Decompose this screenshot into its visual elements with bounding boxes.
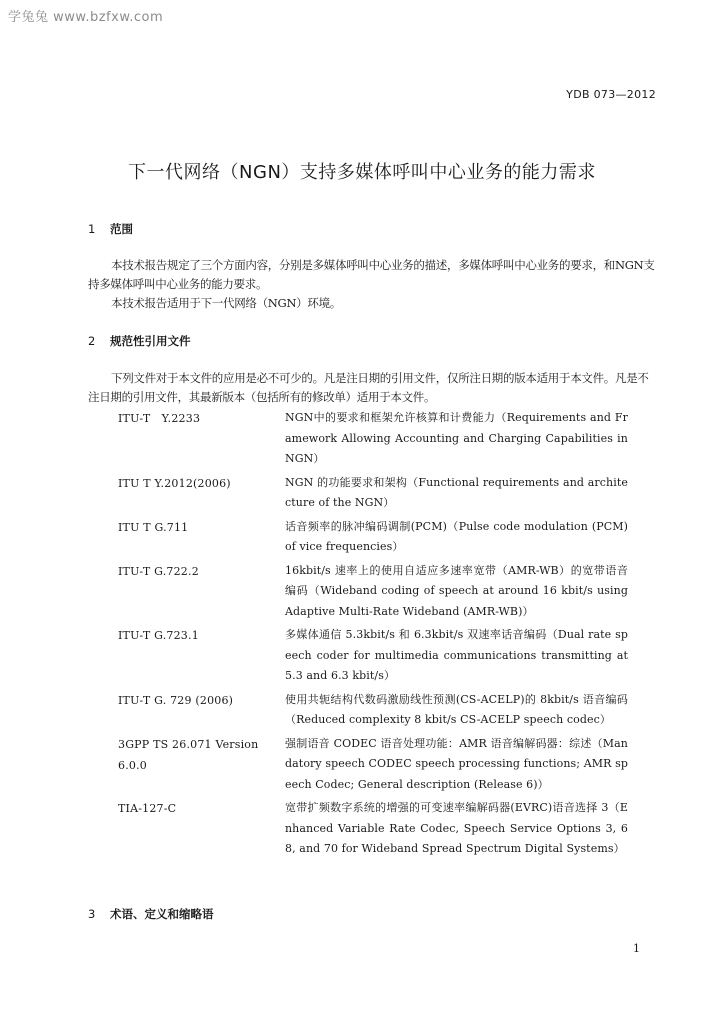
- reference-item: [118, 473, 628, 514]
- reference-title: 多媒体通信 5.3kbit/s 和 6.3kbit/s 双速率话音编码（Dual rate speech coder for multimedia communications transmitting at 5.3 and 6.3 kbit/s）: [285, 628, 628, 682]
- reference-item: [118, 408, 628, 470]
- reference-title: 使用共轭结构代数码激励线性预测(CS-ACELP)的 8kbit/s 语音编码（Reduced complexity 8 kbit/s CS-ACELP speech codec）: [285, 692, 628, 726]
- references-intro: 下列文件对于本文件的应用是必不可少的。凡是注日期的引用文件，仅所注日期的版本适用于本文件。凡是不注日期的引用文件，其最新版本（包括所有的修改单）适用于本文件。: [88, 371, 649, 404]
- reference-list: [118, 408, 628, 863]
- reference-title: NGN 的功能要求和架构（Functional requirements and architecture of the NGN）: [285, 475, 628, 509]
- reference-item: [118, 690, 628, 731]
- reference-id: ITU T Y.2012(2006): [118, 476, 231, 490]
- reference-item: [118, 561, 628, 623]
- section-title: 术语、定义和缩略语: [110, 907, 214, 921]
- section-title: 范围: [110, 222, 134, 236]
- reference-id: ITU T G.711: [118, 520, 189, 534]
- reference-title: 宽带扩频数字系统的增强的可变速率编解码器(EVRC)语音选择 3（Enhanced Variable Rate Codec, Speech Service Options 3, 68, and 70 for Wideband Spread Spectrum Digital Systems）: [285, 801, 628, 855]
- reference-id: ITU-T G.722.2: [118, 564, 199, 578]
- scope-paragraph-1: 本技术报告规定了三个方面内容，分别是多媒体呼叫中心业务的描述，多媒体呼叫中心业务的要求，和NGN支持多媒体呼叫中心业务的能力要求。: [88, 258, 655, 291]
- document-title: 下一代网络（NGN）支持多媒体呼叫中心业务的能力需求: [128, 162, 596, 183]
- reference-item: [118, 734, 628, 796]
- site-watermark: 学兔兔 www.bzfxw.com: [8, 10, 164, 25]
- section-2-heading: [88, 333, 191, 349]
- section-3-heading: [88, 906, 214, 922]
- reference-id: ITU-T G.723.1: [118, 629, 199, 642]
- section-title: 规范性引用文件: [110, 334, 191, 348]
- reference-id: TIA-127-C: [118, 802, 177, 815]
- document-code: YDB 073—2012: [566, 88, 656, 101]
- reference-item: [118, 625, 628, 687]
- reference-id: 3GPP TS 26.071 Version 6.0.0: [118, 737, 259, 772]
- reference-title: 强制语音 CODEC 语音处理功能：AMR 语音编解码器：综述（Mandatory speech CODEC speech processing functions; AMR speech Codec; General description (Release 6)）: [285, 736, 628, 791]
- section-1-heading: [88, 221, 133, 237]
- section-number: 3: [88, 907, 96, 921]
- reference-id: ITU-T Y.2233: [118, 412, 201, 425]
- section-number: 2: [88, 334, 96, 348]
- page-number: 1: [633, 942, 640, 955]
- reference-title: 话音频率的脉冲编码调制(PCM)（Pulse code modulation (PCM) of vice frequencies）: [285, 519, 628, 553]
- reference-title: 16kbit/s 速率上的使用自适应多速率宽带（AMR-WB）的宽带语音编码（Wideband coding of speech at around 16 kbit/s using Adaptive Multi-Rate Wideband (AMR-WB)）: [285, 563, 628, 618]
- section-number: 1: [88, 222, 96, 236]
- reference-item: [118, 517, 628, 558]
- reference-item: [118, 798, 628, 860]
- scope-paragraph-2: 本技术报告适用于下一代网络（NGN）环境。: [111, 296, 342, 310]
- reference-id: ITU-T G. 729 (2006): [118, 693, 234, 707]
- reference-title: NGN中的要求和框架允许核算和计费能力（Requirements and Framework Allowing Accounting and Charging Capabilities in NGN）: [285, 411, 628, 465]
